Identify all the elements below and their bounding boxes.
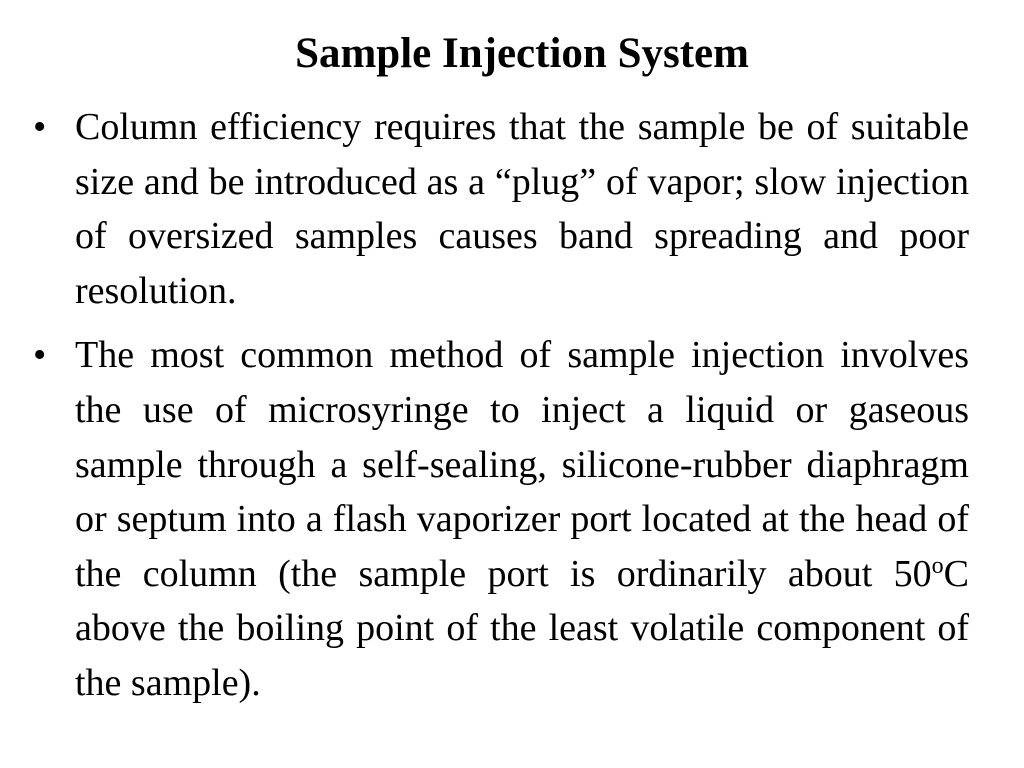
bullet-marker: •	[33, 334, 47, 377]
bullet-text: Column efficiency requires that the sample be of suitable size and be introduced as a “plug” of vapor; slow injection of oversized samples causes band spreading and poor resolution.	[75, 106, 969, 312]
bullet-item	[0, 100, 1024, 318]
bullet-text-before-superscript: The most common method of sample injection involves the use of microsyringe to inject a liquid or gaseous sample through a self-sealing, silicone-rubber diaphragm or septum into a flash vaporizer port located at the head of the column (the sample port is ordinarily about 50	[75, 334, 969, 595]
slide-title: Sample Injection System	[295, 30, 749, 77]
bullet-marker: •	[33, 106, 47, 148]
bullet-text-after-superscript: C above the boiling point of the least volatile component of the sample).	[75, 552, 969, 704]
degree-superscript: o	[931, 552, 944, 579]
bullet-list	[0, 100, 1024, 721]
bullet-item	[0, 328, 1024, 710]
